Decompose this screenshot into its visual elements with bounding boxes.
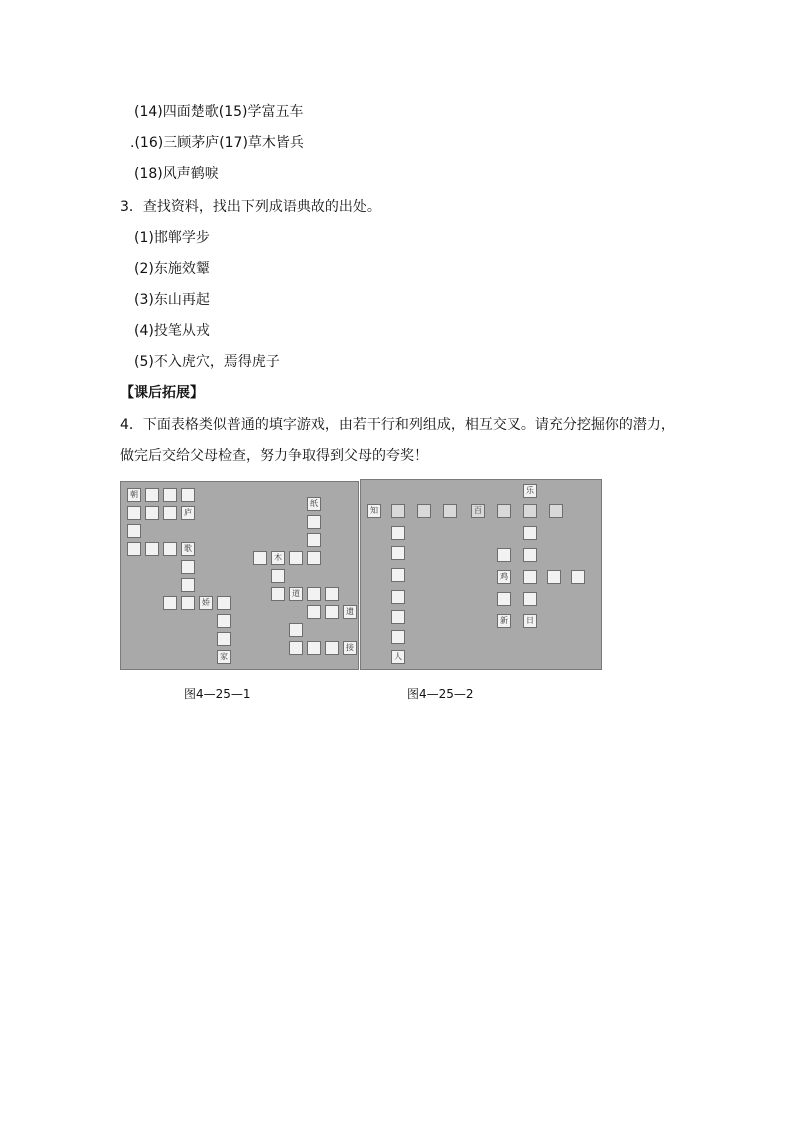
crossword-cell[interactable] xyxy=(391,630,405,644)
crossword-cell[interactable]: 新 xyxy=(497,614,511,628)
crossword-cell[interactable] xyxy=(271,587,285,601)
answer-line-16-17: .(16)三顾茅庐(17)草木皆兵 xyxy=(130,135,304,151)
crossword-cell[interactable] xyxy=(145,488,159,502)
answer-line-14-15: (14)四面楚歌(15)学富五车 xyxy=(134,104,304,120)
crossword-cell[interactable]: 遗 xyxy=(343,605,357,619)
crossword-cell[interactable] xyxy=(163,488,177,502)
crossword-cell[interactable] xyxy=(325,641,339,655)
crossword-cell[interactable]: 知 xyxy=(367,504,381,518)
crossword-cell[interactable] xyxy=(523,526,537,540)
crossword-cell[interactable] xyxy=(417,504,431,518)
figure-1-caption: 图4—25—1 xyxy=(184,687,251,701)
crossword-cell[interactable] xyxy=(497,504,511,518)
crossword-cell[interactable] xyxy=(163,506,177,520)
question-3-item-5: (5)不入虎穴，焉得虎子 xyxy=(134,354,280,370)
crossword-cell[interactable] xyxy=(217,614,231,628)
crossword-cell[interactable] xyxy=(181,596,195,610)
crossword-cell[interactable] xyxy=(307,551,321,565)
crossword-cell[interactable] xyxy=(145,542,159,556)
question-3-item-3: (3)东山再起 xyxy=(134,292,210,308)
crossword-cell[interactable] xyxy=(271,569,285,583)
crossword-cell[interactable] xyxy=(127,506,141,520)
crossword-cell[interactable] xyxy=(163,542,177,556)
crossword-cell[interactable]: 鸡 xyxy=(497,570,511,584)
crossword-cell[interactable]: 乐 xyxy=(523,484,537,498)
crossword-cell[interactable] xyxy=(391,590,405,604)
crossword-cell[interactable] xyxy=(523,592,537,606)
crossword-cell[interactable] xyxy=(523,504,537,518)
crossword-cell[interactable] xyxy=(289,551,303,565)
crossword-cell[interactable] xyxy=(523,548,537,562)
crossword-cell[interactable] xyxy=(253,551,267,565)
crossword-cell[interactable] xyxy=(391,526,405,540)
crossword-cell[interactable]: 接 xyxy=(343,641,357,655)
crossword-figure-1 xyxy=(120,481,359,670)
figure-2-caption: 图4—25—2 xyxy=(407,687,474,701)
crossword-cell[interactable] xyxy=(443,504,457,518)
crossword-cell[interactable] xyxy=(571,570,585,584)
crossword-cell[interactable] xyxy=(391,504,405,518)
crossword-cell[interactable]: 道 xyxy=(289,587,303,601)
crossword-figure-2 xyxy=(360,479,602,670)
crossword-cell[interactable] xyxy=(181,488,195,502)
crossword-cell[interactable]: 娇 xyxy=(199,596,213,610)
crossword-cell[interactable]: 木 xyxy=(271,551,285,565)
crossword-cell[interactable] xyxy=(163,596,177,610)
crossword-cell[interactable] xyxy=(497,548,511,562)
crossword-cell[interactable]: 歌 xyxy=(181,542,195,556)
crossword-cell[interactable]: 朝 xyxy=(127,488,141,502)
crossword-cell[interactable] xyxy=(145,506,159,520)
crossword-cell[interactable]: 人 xyxy=(391,650,405,664)
crossword-cell[interactable] xyxy=(181,578,195,592)
question-3-item-1: (1)邯郸学步 xyxy=(134,230,210,246)
crossword-cell[interactable]: 家 xyxy=(217,650,231,664)
crossword-cell[interactable] xyxy=(547,570,561,584)
crossword-cell[interactable] xyxy=(289,641,303,655)
question-4-line-1: 4．下面表格类似普通的填字游戏，由若干行和列组成，相互交叉。请充分挖掘你的潜力， xyxy=(120,417,675,433)
crossword-cell[interactable] xyxy=(391,546,405,560)
crossword-cell[interactable] xyxy=(307,533,321,547)
crossword-cell[interactable] xyxy=(549,504,563,518)
crossword-cell[interactable] xyxy=(391,568,405,582)
crossword-cell[interactable] xyxy=(289,623,303,637)
crossword-cell[interactable] xyxy=(127,524,141,538)
question-4-line-2: 做完后交给父母检查，努力争取得到父母的夸奖！ xyxy=(120,448,428,464)
crossword-cell[interactable] xyxy=(391,610,405,624)
crossword-cell[interactable] xyxy=(217,632,231,646)
crossword-cell[interactable] xyxy=(217,596,231,610)
section-heading: 【课后拓展】 xyxy=(120,385,204,401)
crossword-cell[interactable] xyxy=(307,587,321,601)
crossword-cell[interactable] xyxy=(325,587,339,601)
crossword-cell[interactable]: 日 xyxy=(523,614,537,628)
answer-line-18: (18)风声鹤唳 xyxy=(134,166,219,182)
question-3-item-2: (2)东施效颦 xyxy=(134,261,210,277)
question-3-item-4: (4)投笔从戎 xyxy=(134,323,210,339)
crossword-cell[interactable] xyxy=(307,605,321,619)
crossword-cell[interactable] xyxy=(523,570,537,584)
crossword-cell[interactable]: 纸 xyxy=(307,497,321,511)
question-3: 3．查找资料，找出下列成语典故的出处。 xyxy=(120,199,381,215)
crossword-cell[interactable] xyxy=(307,641,321,655)
crossword-cell[interactable] xyxy=(181,560,195,574)
crossword-cell[interactable] xyxy=(307,515,321,529)
crossword-cell[interactable] xyxy=(325,605,339,619)
crossword-cell[interactable]: 百 xyxy=(471,504,485,518)
crossword-cell[interactable]: 庐 xyxy=(181,506,195,520)
crossword-cell[interactable] xyxy=(497,592,511,606)
crossword-cell[interactable] xyxy=(127,542,141,556)
